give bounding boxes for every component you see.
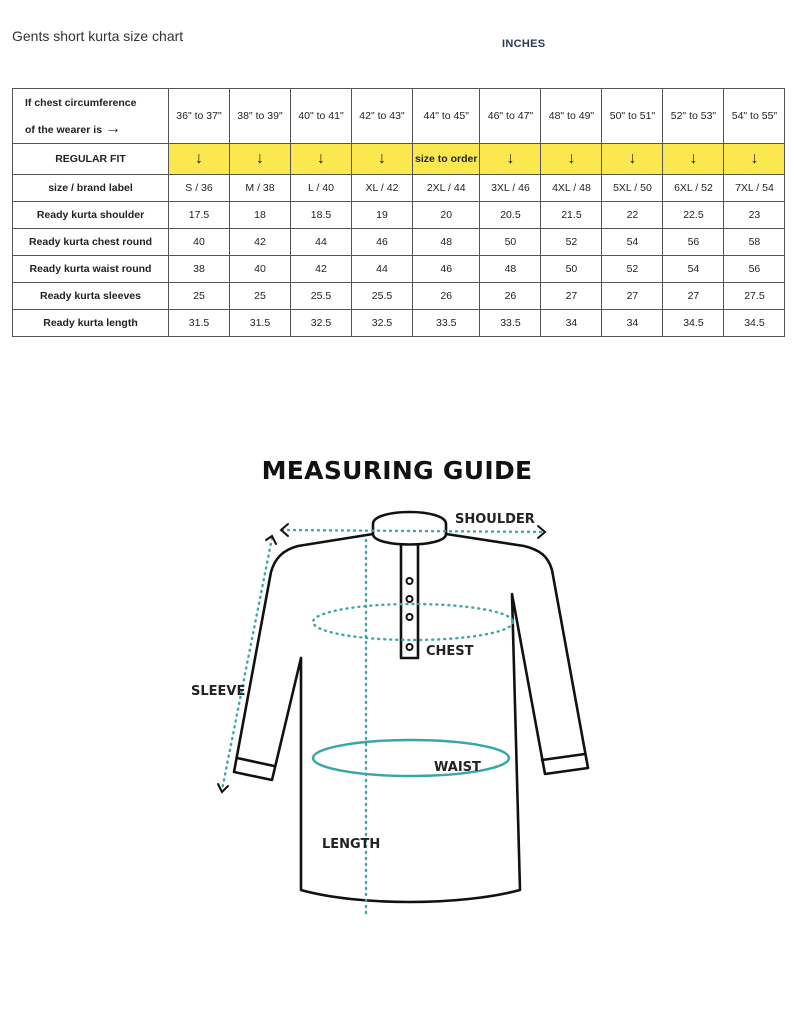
chest-header-line2: of the wearer is	[25, 123, 103, 136]
table-cell: M / 38	[230, 175, 291, 202]
table-cell: 34.5	[663, 310, 724, 337]
table-cell: 25.5	[291, 283, 352, 310]
table-cell: 25.5	[352, 283, 413, 310]
row-label: Ready kurta length	[13, 310, 169, 337]
collar-shape	[373, 512, 446, 545]
table-cell: 26	[480, 283, 541, 310]
page-title: Gents short kurta size chart	[12, 28, 184, 44]
button-icon	[407, 578, 413, 584]
measuring-guide-title: MEASURING GUIDE	[261, 456, 533, 485]
table-cell: 50	[480, 229, 541, 256]
table-cell: 54	[602, 229, 663, 256]
table-cell: 19	[352, 202, 413, 229]
table-cell: 6XL / 52	[663, 175, 724, 202]
table-cell: 34	[602, 310, 663, 337]
arrow-right-icon: →	[104, 119, 121, 137]
kurta-measuring-diagram	[0, 490, 794, 930]
sleeve-measure-line	[222, 538, 272, 790]
table-cell: 50	[541, 256, 602, 283]
kurta-body-shape	[234, 534, 588, 902]
chest-range-cell: 54" to 55"	[724, 89, 785, 144]
table-cell: 4XL / 48	[541, 175, 602, 202]
fit-label: REGULAR FIT	[13, 144, 169, 175]
table-cell: S / 36	[169, 175, 230, 202]
table-cell: 2XL / 44	[413, 175, 480, 202]
size-to-order-cell: size to order	[413, 144, 480, 175]
table-cell: 52	[602, 256, 663, 283]
arrow-down-icon: ↓	[352, 144, 413, 175]
chest-range-cell: 36" to 37"	[169, 89, 230, 144]
chest-header-line1: If chest circumference	[25, 96, 137, 109]
shoulder-label: SHOULDER	[455, 512, 535, 527]
table-cell: 33.5	[480, 310, 541, 337]
length-label: LENGTH	[322, 837, 381, 852]
chest-range-cell: 46" to 47"	[480, 89, 541, 144]
row-label: Ready kurta sleeves	[13, 283, 169, 310]
arrow-down-icon: ↓	[230, 144, 291, 175]
waist-label: WAIST	[434, 760, 481, 775]
table-cell: 18.5	[291, 202, 352, 229]
table-cell: 31.5	[169, 310, 230, 337]
chest-range-row	[13, 89, 785, 144]
table-cell: 58	[724, 229, 785, 256]
table-cell: 44	[291, 229, 352, 256]
chest-range-cell: 38" to 39"	[230, 89, 291, 144]
table-cell: 48	[413, 229, 480, 256]
table-cell: 44	[352, 256, 413, 283]
table-cell: 34	[541, 310, 602, 337]
chest-range-cell: 48" to 49"	[541, 89, 602, 144]
table-cell: 42	[291, 256, 352, 283]
table-row	[13, 202, 785, 229]
arrow-down-icon: ↓	[291, 144, 352, 175]
table-cell: 40	[169, 229, 230, 256]
button-icon	[407, 644, 413, 650]
arrow-down-icon: ↓	[169, 144, 230, 175]
size-chart-table	[12, 88, 785, 337]
button-icon	[407, 596, 413, 602]
button-icon	[407, 614, 413, 620]
shoulder-measure-line	[282, 530, 544, 532]
chest-header-label	[13, 89, 169, 144]
sleeve-label: SLEEVE	[191, 684, 246, 699]
table-cell: 34.5	[724, 310, 785, 337]
chest-range-cell: 44" to 45"	[413, 89, 480, 144]
table-row	[13, 175, 785, 202]
chest-range-cell: 52" to 53"	[663, 89, 724, 144]
table-cell: 27.5	[724, 283, 785, 310]
table-cell: 42	[230, 229, 291, 256]
table-cell: 5XL / 50	[602, 175, 663, 202]
table-row	[13, 256, 785, 283]
row-label: Ready kurta shoulder	[13, 202, 169, 229]
chest-range-cell: 40" to 41"	[291, 89, 352, 144]
table-cell: 21.5	[541, 202, 602, 229]
fit-row	[13, 144, 785, 175]
table-cell: 22.5	[663, 202, 724, 229]
table-cell: 46	[413, 256, 480, 283]
table-cell: 27	[602, 283, 663, 310]
table-cell: 25	[230, 283, 291, 310]
table-cell: XL / 42	[352, 175, 413, 202]
table-row	[13, 283, 785, 310]
table-cell: 31.5	[230, 310, 291, 337]
row-label: size / brand label	[13, 175, 169, 202]
arrow-down-icon: ↓	[663, 144, 724, 175]
table-cell: 27	[663, 283, 724, 310]
table-cell: 48	[480, 256, 541, 283]
table-cell: 56	[724, 256, 785, 283]
table-cell: 3XL / 46	[480, 175, 541, 202]
table-cell: 17.5	[169, 202, 230, 229]
chest-range-cell: 42" to 43"	[352, 89, 413, 144]
table-cell: 22	[602, 202, 663, 229]
chest-label: CHEST	[426, 644, 474, 659]
chest-range-cell: 50" to 51"	[602, 89, 663, 144]
arrow-down-icon: ↓	[602, 144, 663, 175]
table-cell: 26	[413, 283, 480, 310]
table-cell: 46	[352, 229, 413, 256]
table-cell: 32.5	[352, 310, 413, 337]
table-cell: 33.5	[413, 310, 480, 337]
table-cell: 56	[663, 229, 724, 256]
table-cell: 52	[541, 229, 602, 256]
table-cell: L / 40	[291, 175, 352, 202]
row-label: Ready kurta chest round	[13, 229, 169, 256]
kurta-outline	[234, 512, 588, 902]
table-cell: 20	[413, 202, 480, 229]
table-cell: 32.5	[291, 310, 352, 337]
table-cell: 18	[230, 202, 291, 229]
table-row	[13, 310, 785, 337]
table-cell: 27	[541, 283, 602, 310]
table-cell: 25	[169, 283, 230, 310]
measurement-lines	[222, 530, 544, 918]
table-cell: 54	[663, 256, 724, 283]
table-row	[13, 229, 785, 256]
arrow-down-icon: ↓	[724, 144, 785, 175]
table-cell: 40	[230, 256, 291, 283]
right-cuff-line	[542, 754, 585, 760]
chest-measure-ellipse	[313, 604, 513, 640]
arrow-down-icon: ↓	[480, 144, 541, 175]
table-cell: 38	[169, 256, 230, 283]
unit-label: INCHES	[502, 38, 546, 50]
table-cell: 20.5	[480, 202, 541, 229]
row-label: Ready kurta waist round	[13, 256, 169, 283]
left-cuff-line	[237, 758, 274, 766]
table-cell: 23	[724, 202, 785, 229]
table-cell: 7XL / 54	[724, 175, 785, 202]
arrow-heads	[218, 524, 545, 792]
arrow-down-icon: ↓	[541, 144, 602, 175]
